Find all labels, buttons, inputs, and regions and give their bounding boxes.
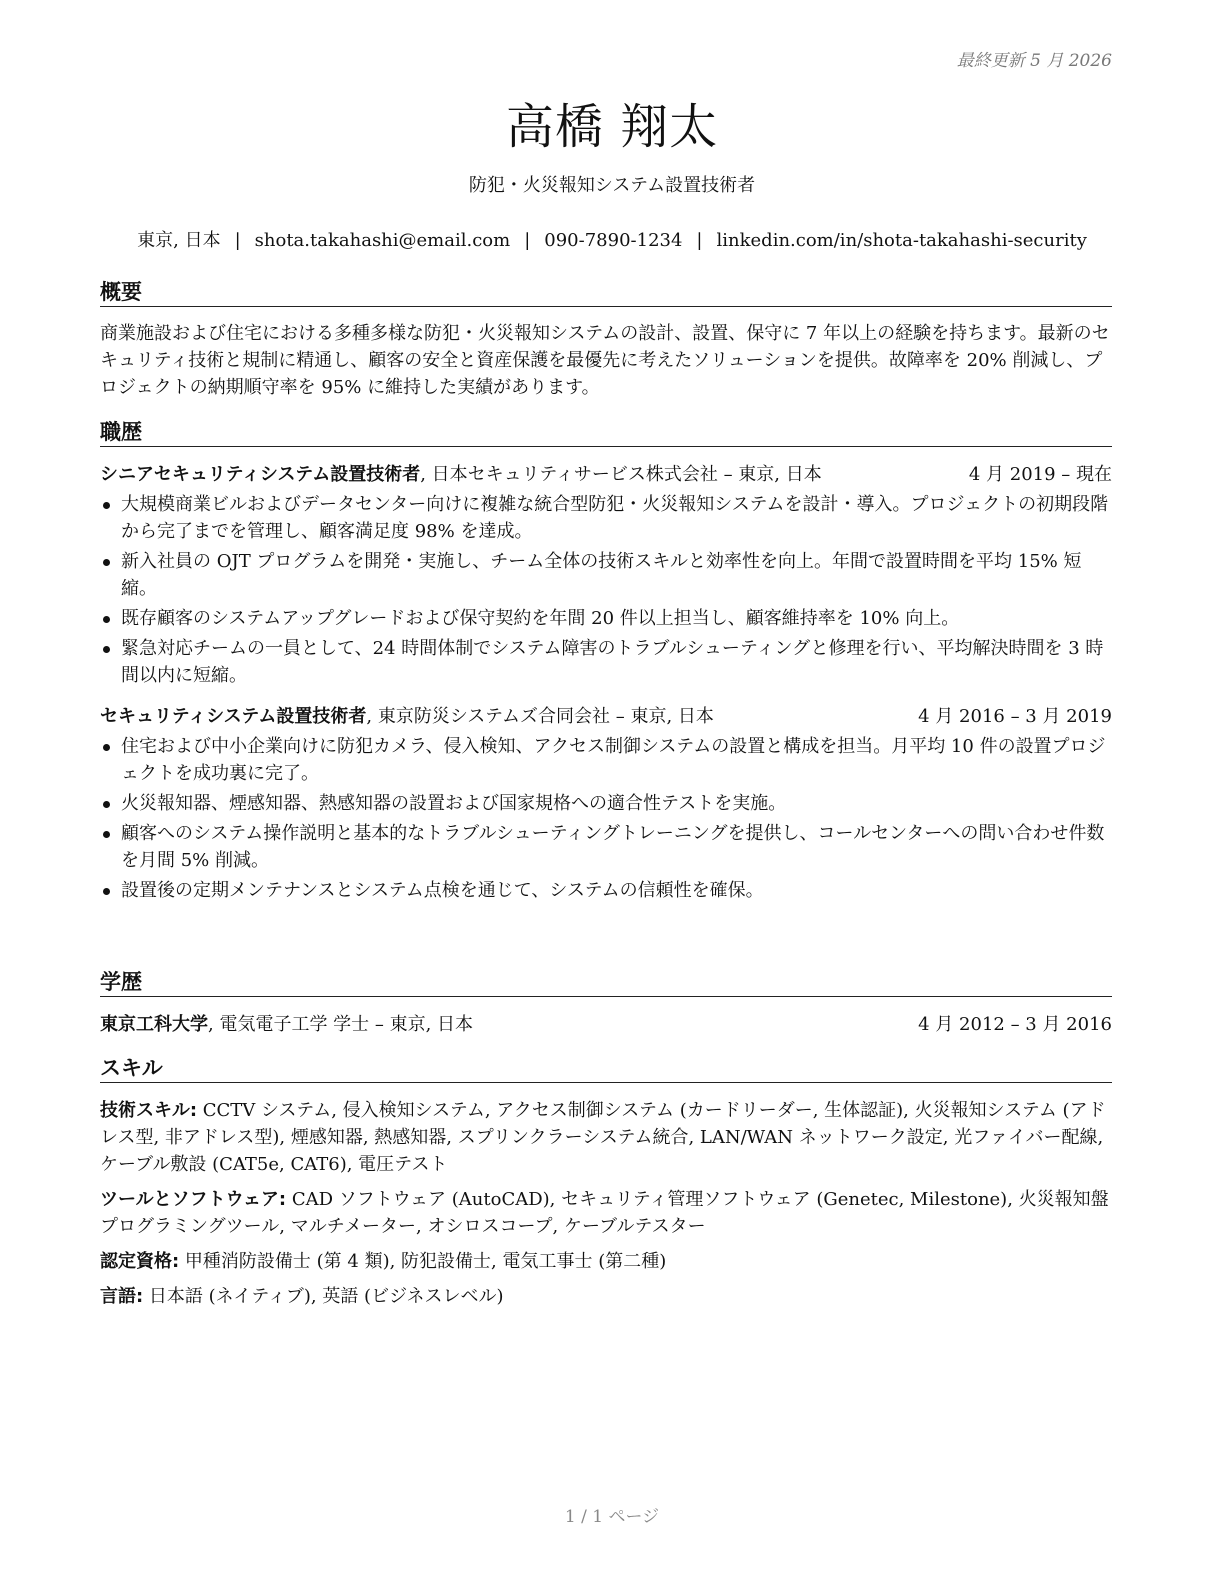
last-updated: 最終更新 5 月 2026 — [956, 51, 1112, 71]
list-item — [100, 635, 1112, 689]
contact-location: 東京, 日本 — [137, 230, 221, 251]
skill-certifications — [100, 1248, 1112, 1275]
bullet-text: 大規模商業ビルおよびデータセンター向けに複雑な統合型防犯・火災報知システムを設計・導入。プロジェクトの初期段階から完了までを管理し、顧客満足度 98% を達成。 — [121, 494, 1109, 542]
separator: | — [524, 230, 531, 251]
education-dates: 4 月 2012 – 3 月 2016 — [918, 1014, 1112, 1035]
bullet-icon — [103, 831, 110, 838]
bullet-icon — [103, 559, 110, 566]
job-org: , 東京防災システムズ合同会社 – 東京, 日本 — [366, 706, 714, 727]
skill-value: CAD ソフトウェア (AutoCAD), セキュリティ管理ソフトウェア (Genetec, Milestone), 火災報知盤プログラミングツール, マルチメーター, オシロスコープ, ケーブルテスター — [100, 1189, 1109, 1237]
skills-section — [100, 1055, 1112, 1310]
skill-label: 言語: — [100, 1286, 144, 1307]
summary-section — [100, 279, 1112, 401]
skill-languages — [100, 1283, 1112, 1310]
bullet-text: 既存顧客のシステムアップグレードおよび保守契約を年間 20 件以上担当し、顧客維持率を 10% 向上。 — [121, 608, 960, 629]
bullet-icon — [103, 801, 110, 808]
bullet-text: 顧客へのシステム操作説明と基本的なトラブルシューティングトレーニングを提供し、コールセンターへの問い合わせ件数を月間 5% 削減。 — [121, 823, 1105, 871]
bullet-icon — [103, 646, 110, 653]
summary-heading: 概要 — [100, 279, 1112, 307]
list-item — [100, 820, 1112, 874]
education-school-degree — [100, 1011, 890, 1038]
list-item — [100, 605, 1112, 632]
contact-email-link[interactable]: shota.takahashi@email.com — [254, 230, 511, 251]
page-indicator: 1 / 1 ページ — [564, 1507, 660, 1527]
skills-heading: スキル — [100, 1055, 1112, 1083]
bullet-text: 住宅および中小企業向けに防犯カメラ、侵入検知、アクセス制御システムの設置と構成を担当。月平均 10 件の設置プロジェクトを成功裏に完了。 — [121, 736, 1106, 784]
contact-linkedin-link[interactable]: linkedin.com/in/shota-takahashi-security — [716, 230, 1087, 251]
bullet-text: 火災報知器、煙感知器、熱感知器の設置および国家規格への適合性テストを実施。 — [121, 793, 787, 814]
contact-line — [0, 226, 1224, 252]
experience-section — [100, 419, 1112, 904]
bullet-text: 新入社員の OJT プログラムを開発・実施し、チーム全体の技術スキルと効率性を向上。年間で設置時間を平均 15% 短縮。 — [121, 551, 1082, 599]
job-dates: 4 月 2016 – 3 月 2019 — [918, 706, 1112, 727]
skill-label: 技術スキル: — [100, 1100, 198, 1121]
bullet-icon — [103, 744, 110, 751]
bullet-icon — [103, 616, 110, 623]
job-header — [100, 703, 1112, 730]
separator: | — [234, 230, 241, 251]
experience-heading: 職歴 — [100, 419, 1112, 447]
skill-value: 甲種消防設備士 (第 4 類), 防犯設備士, 電気工事士 (第二種) — [179, 1251, 667, 1272]
summary-text: 商業施設および住宅における多種多様な防犯・火災報知システムの設計、設置、保守に 7 年以上の経験を持ちます。最新のセキュリティ技術と規制に精通し、顧客の安全と資産保護を最優先に考えたソリューションを提供。故障率を 20% 削減し、プロジェクトの納期順守率を 95% に維持した実績があります。 — [100, 323, 1110, 398]
job-role-org — [100, 703, 890, 730]
job-role: セキュリティシステム設置技術者 — [100, 706, 367, 727]
job-header — [100, 461, 1112, 488]
skill-value: 日本語 (ネイティブ), 英語 (ビジネスレベル) — [143, 1286, 504, 1307]
skill-label: 認定資格: — [100, 1251, 180, 1272]
bullet-icon — [103, 502, 110, 509]
education-heading: 学歴 — [100, 969, 1112, 997]
job-org: , 日本セキュリティサービス株式会社 – 東京, 日本 — [420, 464, 822, 485]
bullet-icon — [103, 888, 110, 895]
job-role-org — [100, 461, 890, 488]
skill-tools — [100, 1186, 1112, 1240]
bullet-text: 緊急対応チームの一員として、24 時間体制でシステム障害のトラブルシューティングと修理を行い、平均解決時間を 3 時間以内に短縮。 — [121, 638, 1104, 686]
job-bullets — [100, 733, 1112, 904]
education-degree: , 電気電子工学 学士 – 東京, 日本 — [208, 1014, 474, 1035]
list-item — [100, 790, 1112, 817]
job-entry — [100, 703, 1112, 904]
contact-phone: 090-7890-1234 — [544, 230, 683, 251]
skill-technical — [100, 1097, 1112, 1178]
list-item — [100, 491, 1112, 545]
job-role: シニアセキュリティシステム設置技術者 — [100, 464, 421, 485]
job-bullets — [100, 491, 1112, 689]
education-school: 東京工科大学 — [100, 1014, 208, 1035]
list-item — [100, 877, 1112, 904]
education-entry — [100, 1011, 1112, 1038]
list-item — [100, 733, 1112, 787]
separator: | — [696, 230, 703, 251]
bullet-text: 設置後の定期メンテナンスとシステム点検を通じて、システムの信頼性を確保。 — [121, 880, 764, 901]
list-item — [100, 548, 1112, 602]
candidate-title: 防犯・火災報知システム設置技術者 — [468, 175, 756, 196]
job-dates: 4 月 2019 – 現在 — [968, 464, 1112, 485]
candidate-name: 高橋 翔太 — [505, 99, 719, 155]
skill-label: ツールとソフトウェア: — [100, 1189, 287, 1210]
skill-value: CCTV システム, 侵入検知システム, アクセス制御システム (カードリーダー, 生体認証), 火災報知システム (アドレス型, 非アドレス型), 煙感知器, 熱感知器, スプリンクラーシステム統合, LAN/WAN ネットワーク設定, 光ファイバー配線, ケーブル敷設 (CAT5e, CAT6), 電圧テスト — [100, 1100, 1106, 1175]
education-section — [100, 969, 1112, 1038]
job-entry — [100, 461, 1112, 689]
